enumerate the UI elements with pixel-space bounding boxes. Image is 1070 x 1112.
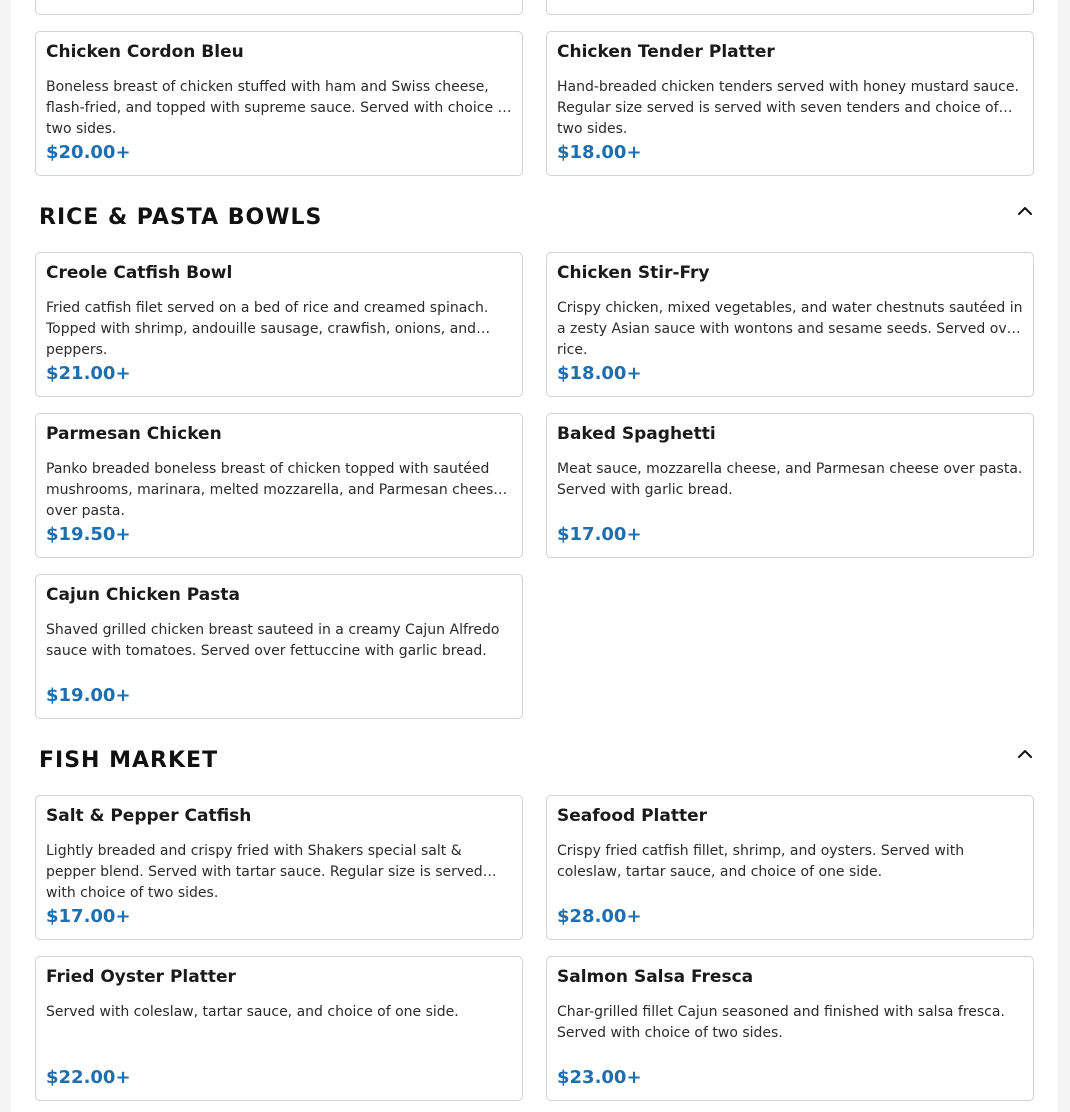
menu-item-card[interactable] [35,956,523,1101]
menu-item-card[interactable] [546,956,1034,1101]
menu-item-card[interactable] [35,31,523,176]
menu-item-name: Seafood Platter [557,806,708,826]
menu-item-card[interactable] [546,795,1034,940]
menu-item-card[interactable] [35,413,523,558]
menu-item-price: $20.00+ [46,142,131,163]
menu-item-price: $21.00+ [46,363,131,384]
menu-item-card[interactable] [35,795,523,940]
menu-item-price: $17.00+ [46,906,131,927]
section-title-fish-market: FISH MARKET [39,748,219,773]
menu-item-card[interactable] [546,31,1034,176]
menu-item-card[interactable] [546,252,1034,397]
menu-item-card[interactable] [35,574,523,719]
menu-item-description: Hand-breaded chicken tenders served with honey mustard sauce. Regular size served is served with seven tenders and choice of two sides. [557,79,1019,137]
menu-item-name: Baked Spaghetti [557,424,716,444]
menu-item-price: $18.00+ [557,363,642,384]
menu-item-price: $17.00+ [557,524,642,545]
menu-item-name: Chicken Cordon Bleu [46,42,244,62]
menu-item-price: $19.50+ [46,524,131,545]
menu-item-price: $19.00+ [46,685,131,706]
menu-item-card-partial[interactable] [35,0,523,15]
chevron-up-icon[interactable] [1015,744,1035,764]
menu-item-name: Salmon Salsa Fresca [557,967,754,987]
menu-item-card[interactable] [35,252,523,397]
menu-item-price: $28.00+ [557,906,642,927]
menu-item-description: Fried catfish filet served on a bed of rice and creamed spinach. Topped with shrimp, andouille sausage, crawfish, onions, and peppers. [46,300,489,358]
menu-item-price: $23.00+ [557,1067,642,1088]
menu-item-name: Creole Catfish Bowl [46,263,233,283]
menu-item-description: Served with coleslaw, tartar sauce, and choice of one side. [46,1004,459,1020]
menu-item-name: Parmesan Chicken [46,424,222,444]
menu-item-description: Meat sauce, mozzarella cheese, and Parmesan cheese over pasta. Served with garlic bread. [557,461,1023,498]
menu-item-card[interactable] [546,413,1034,558]
menu-item-description: Crispy fried catfish fillet, shrimp, and oysters. Served with coleslaw, tartar sauce, and choice of one side. [557,843,965,880]
menu-item-name: Chicken Tender Platter [557,42,775,62]
menu-item-description: Boneless breast of chicken stuffed with ham and Swiss cheese, flash-fried, and topped with supreme sauce. Served with choice of two sides. [46,79,512,137]
menu-item-description: Char-grilled fillet Cajun seasoned and finished with salsa fresca. Served with choice of two sides. [557,1004,1005,1041]
menu-page [11,0,1058,1112]
menu-item-description: Shaved grilled chicken breast sauteed in a creamy Cajun Alfredo sauce with tomatoes. Served over fettuccine with garlic bread. [46,622,500,659]
menu-item-name: Cajun Chicken Pasta [46,585,240,605]
menu-item-price: $18.00+ [557,142,642,163]
menu-item-name: Fried Oyster Platter [46,967,236,987]
menu-item-description: Crispy chicken, mixed vegetables, and water chestnuts sautéed in a zesty Asian sauce with wontons and sesame seeds. Served over rice. [557,300,1023,358]
section-title-rice-pasta: RICE & PASTA BOWLS [39,205,323,230]
menu-item-name: Salt & Pepper Catfish [46,806,252,826]
menu-item-price: $22.00+ [46,1067,131,1088]
chevron-up-icon[interactable] [1015,201,1035,221]
menu-item-description: Panko breaded boneless breast of chicken topped with sautéed mushrooms, marinara, melted mozzarella, and Parmesan cheese over pasta. [46,461,502,519]
menu-item-name: Chicken Stir-Fry [557,263,710,283]
menu-item-card-partial[interactable] [546,0,1034,15]
menu-item-description: Lightly breaded and crispy fried with Shakers special salt & pepper blend. Served with tartar sauce. Regular size is served with choice of two sides. [46,843,483,901]
